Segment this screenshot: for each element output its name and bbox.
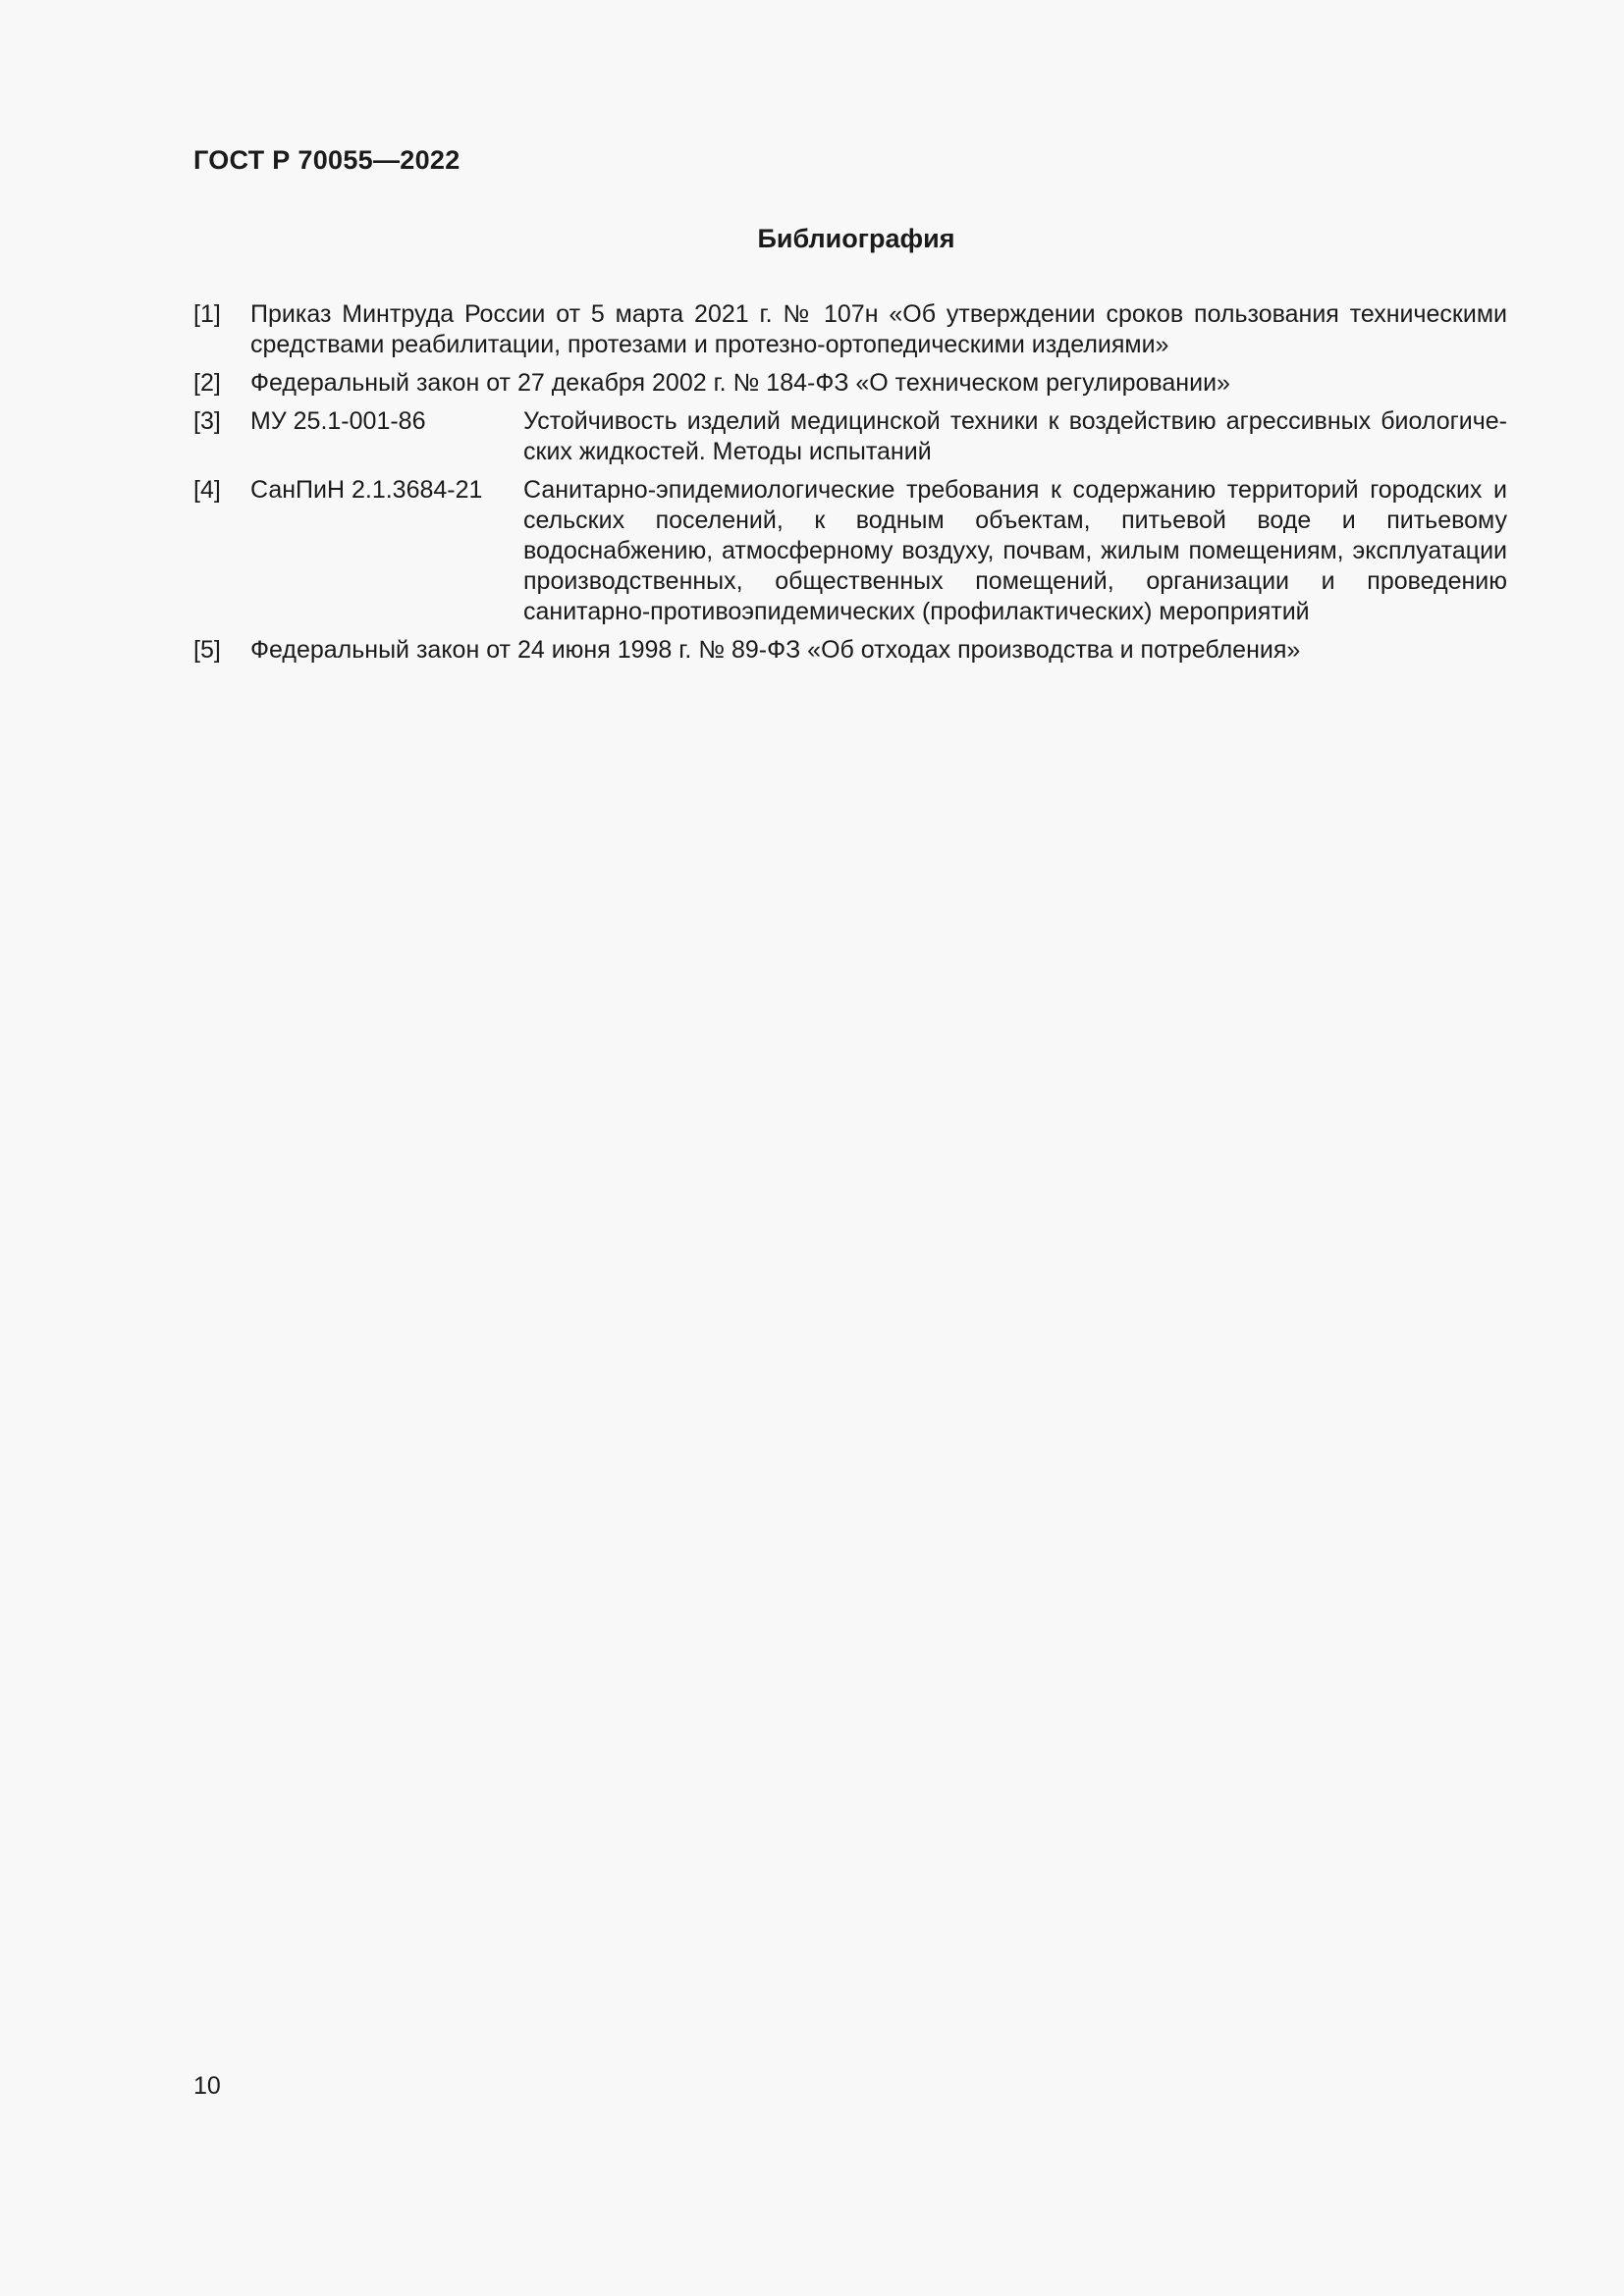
entry-number: [5] bbox=[193, 636, 221, 664]
entry-code: МУ 25.1-001-86 bbox=[250, 407, 426, 435]
entry-number: [4] bbox=[193, 476, 221, 504]
document-code-header: ГОСТ Р 70055—2022 bbox=[193, 145, 460, 175]
entry-number: [3] bbox=[193, 407, 221, 435]
entry-text: Санитарно-эпидемиологические требования к содержанию территорий городских и сельских поселений, к водным объектам, питьевой воде и питьевому водоснабжению, атмосферному воздуху, почвам, жилым помещениям, эксплуатации производственных, общественных помещений, организации и проведению санитарно-противоэпидемических (профилактических) мероприятий bbox=[523, 476, 1507, 625]
entry-code: СанПиН 2.1.3684-21 bbox=[250, 476, 483, 504]
section-title: Библиография bbox=[757, 224, 955, 253]
bibliography-entry bbox=[193, 475, 1507, 627]
entry-text: Приказ Минтруда России от 5 марта 2021 г. № 107н «Об утверждении сроков пользования техническими средствами реабилитации, протезами и протезно-ортопедическими изделиями» bbox=[250, 300, 1507, 358]
bibliography-entry bbox=[193, 406, 1507, 467]
bibliography-list bbox=[193, 299, 1507, 673]
bibliography-entry bbox=[193, 635, 1507, 666]
entry-number: [1] bbox=[193, 300, 221, 328]
bibliography-entry bbox=[193, 299, 1507, 360]
bibliography-entry bbox=[193, 368, 1507, 399]
entry-text: Федеральный закон от 24 июня 1998 г. № 89-ФЗ «Об отходах производства и потребления» bbox=[250, 636, 1301, 664]
entry-text: Федеральный закон от 27 декабря 2002 г. № 184-ФЗ «О техническом регулировании» bbox=[250, 369, 1230, 397]
entry-text: Устойчивость изделий медицинской техники к воздействию агрессивных биологических жидкостей. Методы испытаний bbox=[523, 407, 1507, 465]
page-number: 10 bbox=[193, 2072, 221, 2100]
entry-number: [2] bbox=[193, 369, 221, 397]
